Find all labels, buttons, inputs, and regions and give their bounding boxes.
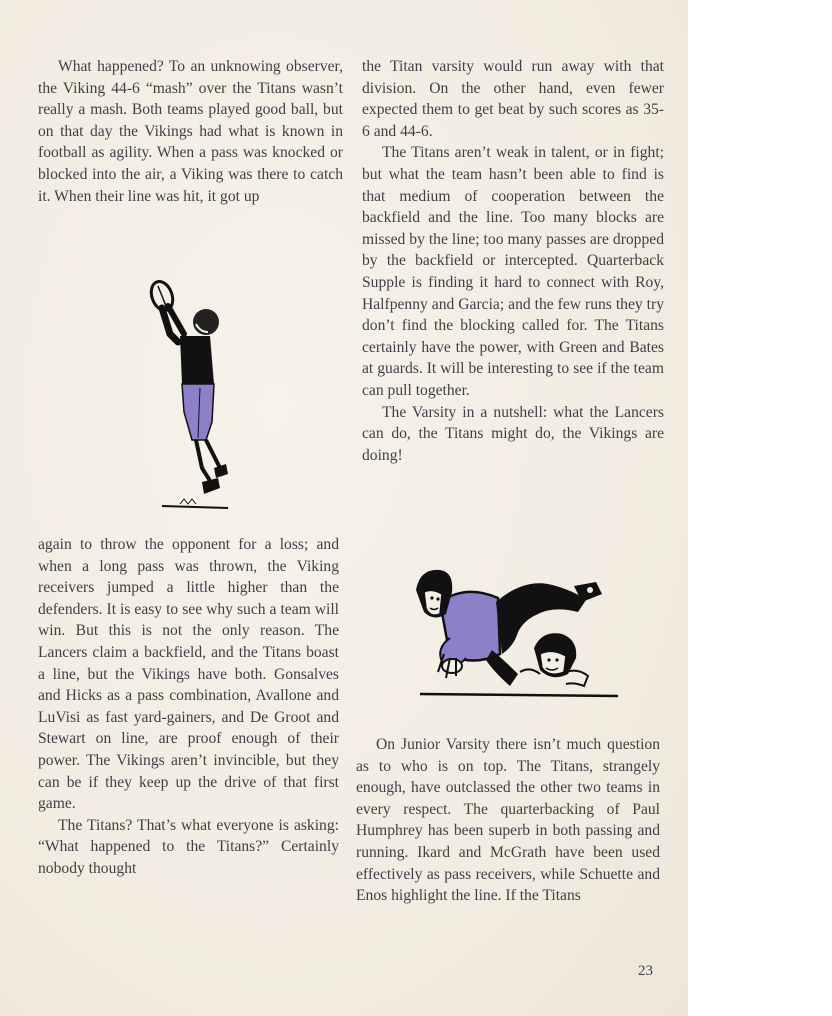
column-left-top: [38, 56, 343, 207]
paragraph-vikings: again to throw the opponent for a loss; and when a long pass was thrown, the Viking receivers jumped a little higher than the defenders. It is easy to see why such a team will win. But this is not the only reason. The Lancers claim a backfield, and the Titans boast a line, but the Vikings have both. Gonsalves and Hicks as a pass combination, Avallone and LuVisi as fast yard-gainers, and De Groot and Stewart on line, are proof enough of their power. The Vikings aren’t invincible, but they can be if they keep up the drive of that first game.: [38, 536, 339, 813]
paragraph-titans-talent: The Titans aren’t weak in talent, or in fight; but what the team hasn’t been able to find is that medium of cooperation between the backfield and the line. Too many blocks are missed by the line; too many passes are dropped by the backfield or intercepted. Quarterback Supple is finding it hard to connect with Roy, Halfpenny and Garcia; and the few runs they try don’t find the blocking called for. The Titans certainly have the power, with Green and Bates at guards. It will be interesting to see if the team can pull together.: [362, 144, 664, 399]
page-number: 23: [638, 963, 653, 979]
column-right-top: [362, 56, 664, 466]
column-left-bottom: [38, 534, 339, 880]
column-right-bottom: [356, 734, 660, 907]
paragraph-titans-question: The Titans? That’s what everyone is asking: “What happened to the Titans?” Certainly nobody thought: [38, 816, 339, 877]
paragraph-junior-varsity: On Junior Varsity there isn’t much question as to who is on top. The Titans, strangely enough, have outclassed the other two teams in every respect. The quarterbacking of Paul Humphrey has been superb in both passing and running. Ikard and McGrath have been used effectively as pass receivers, while Schuette and Enos highlight the line. If the Titans: [356, 736, 660, 905]
paragraph-titan-varsity: the Titan varsity would run away with that division. On the other hand, even fewer expected them to get beat by such scores as 35-6 and 44-6.: [362, 58, 664, 140]
leaping-player-illustration: [140, 272, 240, 522]
paragraph-nutshell: The Varsity in a nutshell: what the Lancers can do, the Titans might do, the Vikings are doing!: [362, 403, 664, 464]
paragraph-what-happened: What happened? To an unknowing observer, the Viking 44-6 “mash” over the Titans wasn’t really a mash. Both teams played good ball, but on that day the Vikings had what is known in football as agility. When a pass was knocked or blocked into the air, a Viking was there to catch it. When their line was hit, it got up: [38, 58, 343, 205]
tumbling-players-illustration: [406, 562, 626, 712]
